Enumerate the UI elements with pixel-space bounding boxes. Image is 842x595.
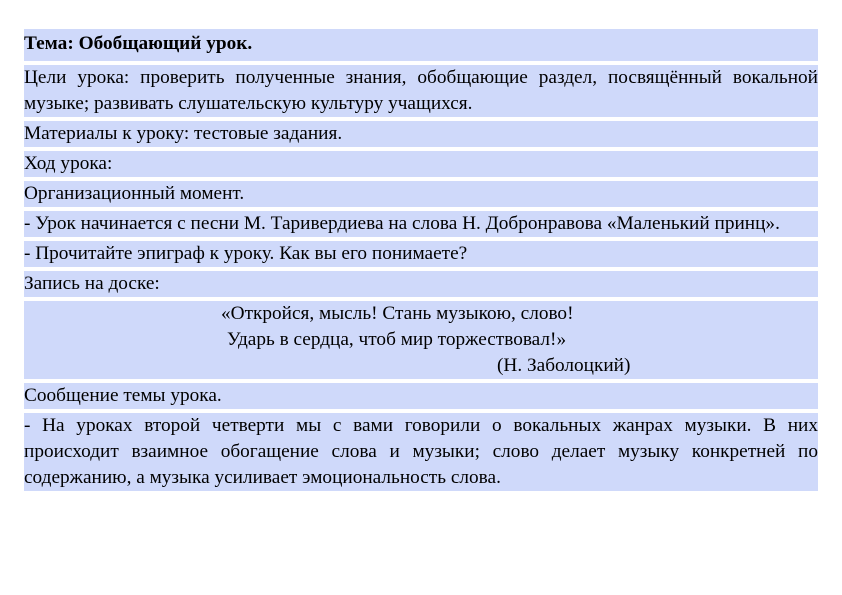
quote-line-1: «Откройся, мысль! Стань музыкою, слово! [221, 303, 574, 324]
lesson-goals: Цели урока: проверить полученные знания, обобщающие раздел, посвящённый вокальной музыке; развивать слушательскую культуру учащихся. [24, 65, 818, 117]
lesson-title: Тема: Обобщающий урок. [24, 29, 818, 61]
topic-message: Сообщение темы урока. [24, 383, 818, 409]
closing-paragraph: - На уроках второй четверти мы с вами говорили о вокальных жанрах музыки. В них происходит взаимное обогащение слова и музыки; слово делает музыку конкретней по содержанию, а музыка усиливает эмоциональность слова. [24, 413, 818, 491]
song-paragraph: - Урок начинается с песни М. Таривердиева на слова Н. Добронравова «Маленький принц». [24, 211, 818, 237]
lesson-progress-heading: Ход урока: [24, 151, 818, 177]
quote-line-2: Ударь в сердца, чтоб мир торжествовал!» [227, 329, 567, 350]
quote-author: (Н. Заболоцкий) [497, 355, 631, 376]
lesson-plan-text [24, 29, 818, 491]
epigraph-question: - Прочитайте эпиграф к уроку. Как вы его понимаете? [24, 241, 818, 267]
organizational-moment: Организационный момент. [24, 181, 818, 207]
board-note: Запись на доске: [24, 271, 818, 297]
lesson-materials: Материалы к уроку: тестовые задания. [24, 121, 818, 147]
epigraph-quote [24, 301, 818, 379]
